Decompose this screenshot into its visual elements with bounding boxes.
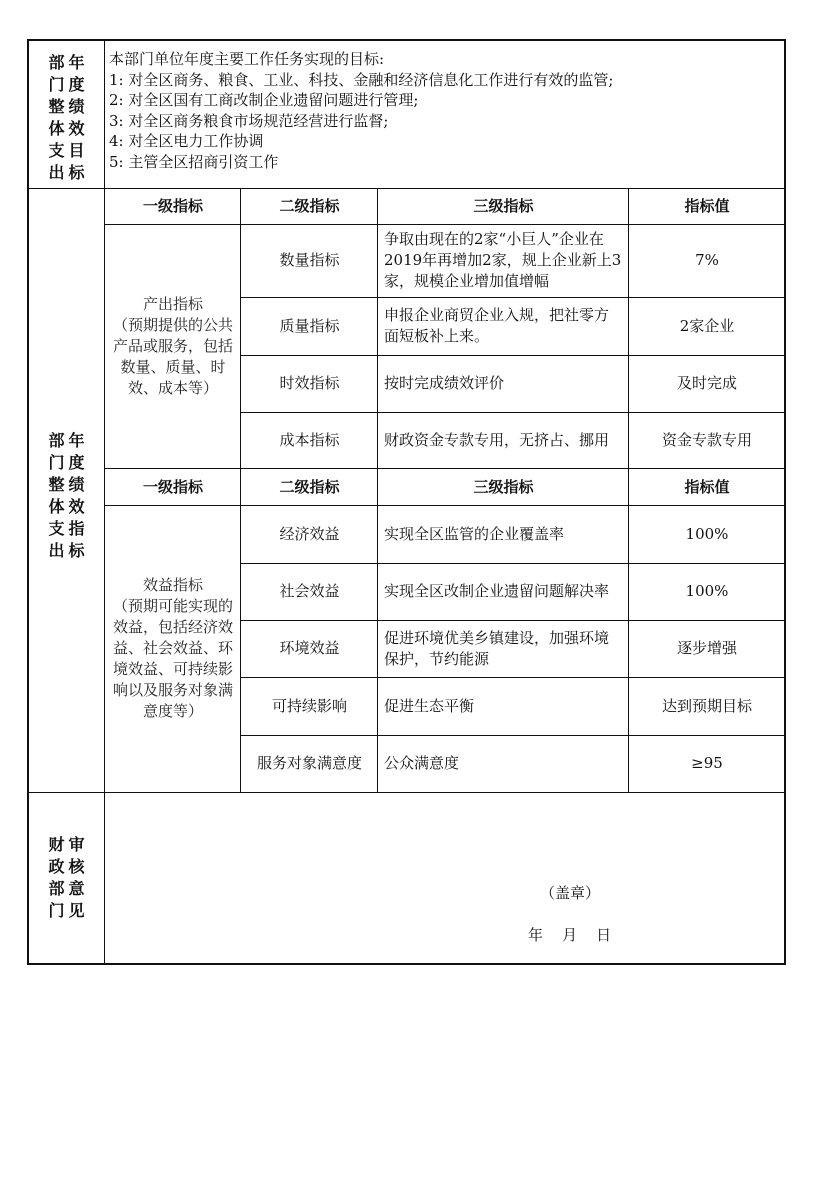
header-value: 指标值 [684, 197, 730, 215]
label-char: 目 [68, 141, 85, 160]
label-char: 部 [48, 431, 65, 450]
benefit-row1-level2: 经济效益 [279, 524, 340, 543]
section3-label [28, 830, 105, 926]
label-char: 出 [48, 541, 65, 560]
benefit-row2-level2: 社会效益 [279, 582, 340, 600]
goals-text [109, 49, 779, 172]
output-row1-value: 7% [695, 251, 719, 269]
header-level3: 三级指标 [473, 197, 534, 215]
benefit-row2-value: 100% [685, 582, 729, 600]
header2-level2: 二级指标 [279, 477, 340, 496]
label-char: 财 [48, 835, 65, 854]
output-row4-level3: 财政资金专款专用，无挤占、挪用 [384, 431, 610, 449]
benefit-row1-level3: 实现全区监管的企业覆盖率 [384, 524, 565, 543]
output-row1-level3: 争取由现在的2家“小巨人”企业在2019年再增加2家，规上企业新上3家，规模企业增加值增幅 [384, 230, 622, 290]
label-char: 整 [48, 475, 65, 494]
label-char: 部 [48, 53, 65, 72]
label-char: 标 [68, 163, 85, 182]
goal-line: 5: 主管全区招商引资工作 [109, 152, 279, 171]
label-char: 见 [68, 901, 85, 920]
label-char: 度 [68, 75, 85, 94]
seal-text: （盖章） [540, 884, 601, 902]
benefit-row3-value: 逐步增强 [676, 639, 737, 657]
header-level2: 二级指标 [279, 197, 340, 215]
output-row3-value: 及时完成 [676, 374, 737, 392]
header2-level1: 一级指标 [142, 477, 203, 496]
label-char: 门 [48, 901, 65, 920]
section2-label-col1 [48, 430, 64, 562]
benefit-row4-level2: 可持续影响 [271, 696, 347, 715]
benefit-row5-level2: 服务对象满意度 [256, 754, 362, 772]
benefit-row5-level3: 公众满意度 [384, 754, 460, 772]
section2-label [28, 426, 105, 566]
output-row3-level3: 按时完成绩效评价 [384, 374, 505, 392]
label-char: 核 [68, 857, 85, 876]
output-row2-level3: 申报企业商贸企业入规，把社零方面短板补上来。 [384, 306, 610, 345]
label-char: 标 [68, 541, 85, 560]
label-char: 出 [48, 163, 65, 182]
label-char: 审 [68, 835, 85, 854]
label-char: 支 [48, 519, 65, 538]
label-char: 门 [48, 453, 65, 472]
goal-line: 4: 对全区电力工作协调 [109, 132, 264, 150]
section3-label-col1 [48, 834, 64, 922]
benefit-row1-value: 100% [685, 524, 729, 543]
header2-value: 指标值 [684, 477, 730, 496]
benefit-row5-value: ≥95 [691, 754, 723, 772]
label-char: 支 [48, 141, 65, 160]
section3-label-col2 [69, 834, 85, 922]
label-char: 指 [68, 519, 85, 538]
label-char: 效 [68, 119, 85, 138]
label-char: 体 [48, 497, 65, 516]
section1-label [28, 49, 105, 187]
benefit-row4-value: 达到预期目标 [661, 696, 752, 715]
benefit-row3-level2: 环境效益 [279, 639, 340, 657]
label-char: 年 [68, 53, 85, 72]
goal-line: 本部门单位年度主要工作任务实现的目标: [109, 50, 385, 68]
benefit-row2-level3: 实现全区改制企业遗留问题解决率 [384, 582, 610, 600]
date-text: 年 月 日 [528, 926, 612, 944]
section2-label-col2 [69, 430, 85, 562]
output-row3-level2: 时效指标 [279, 374, 340, 392]
goal-line: 3: 对全区商务粮食市场规范经营进行监督; [109, 111, 389, 130]
benefit-row3-level3: 促进环境优美乡镇建设，加强环境保护，节约能源 [384, 628, 610, 668]
output-row4-value: 资金专款专用 [661, 431, 752, 449]
label-char: 绩 [68, 97, 85, 116]
label-char: 度 [68, 453, 85, 472]
label-char: 意 [68, 879, 85, 898]
output-row4-level2: 成本指标 [279, 431, 340, 449]
header-level1: 一级指标 [142, 197, 203, 215]
output-row2-level2: 质量指标 [279, 316, 340, 335]
label-char: 整 [48, 97, 65, 116]
goal-line: 1: 对全区商务、粮食、工业、科技、金融和经济信息化工作进行有效的监管; [109, 70, 614, 89]
benefit-row4-level3: 促进生态平衡 [384, 696, 475, 715]
goal-line: 2: 对全区国有工商改制企业遗留问题进行管理; [109, 91, 419, 109]
output-row1-level2: 数量指标 [279, 251, 340, 269]
label-char: 部 [48, 879, 65, 898]
header2-level3: 三级指标 [473, 477, 534, 496]
label-char: 政 [48, 857, 65, 876]
label-char: 年 [68, 431, 85, 450]
label-char: 门 [48, 75, 65, 94]
benefit-level1-label: 效益指标 （预期可能实现的效益，包括经济效益、社会效益、环境效益、可持续影响以及服务对象满意度等） [112, 576, 233, 720]
section1-label-col2 [69, 52, 85, 184]
output-row2-value: 2家企业 [679, 316, 735, 335]
label-char: 体 [48, 119, 65, 138]
output-level1-label: 产出指标 （预期提供的公共产品或服务，包括数量、质量、时效、成本等） [112, 294, 233, 397]
label-char: 绩 [68, 475, 85, 494]
section1-label-col1 [48, 52, 64, 184]
label-char: 效 [68, 497, 85, 516]
